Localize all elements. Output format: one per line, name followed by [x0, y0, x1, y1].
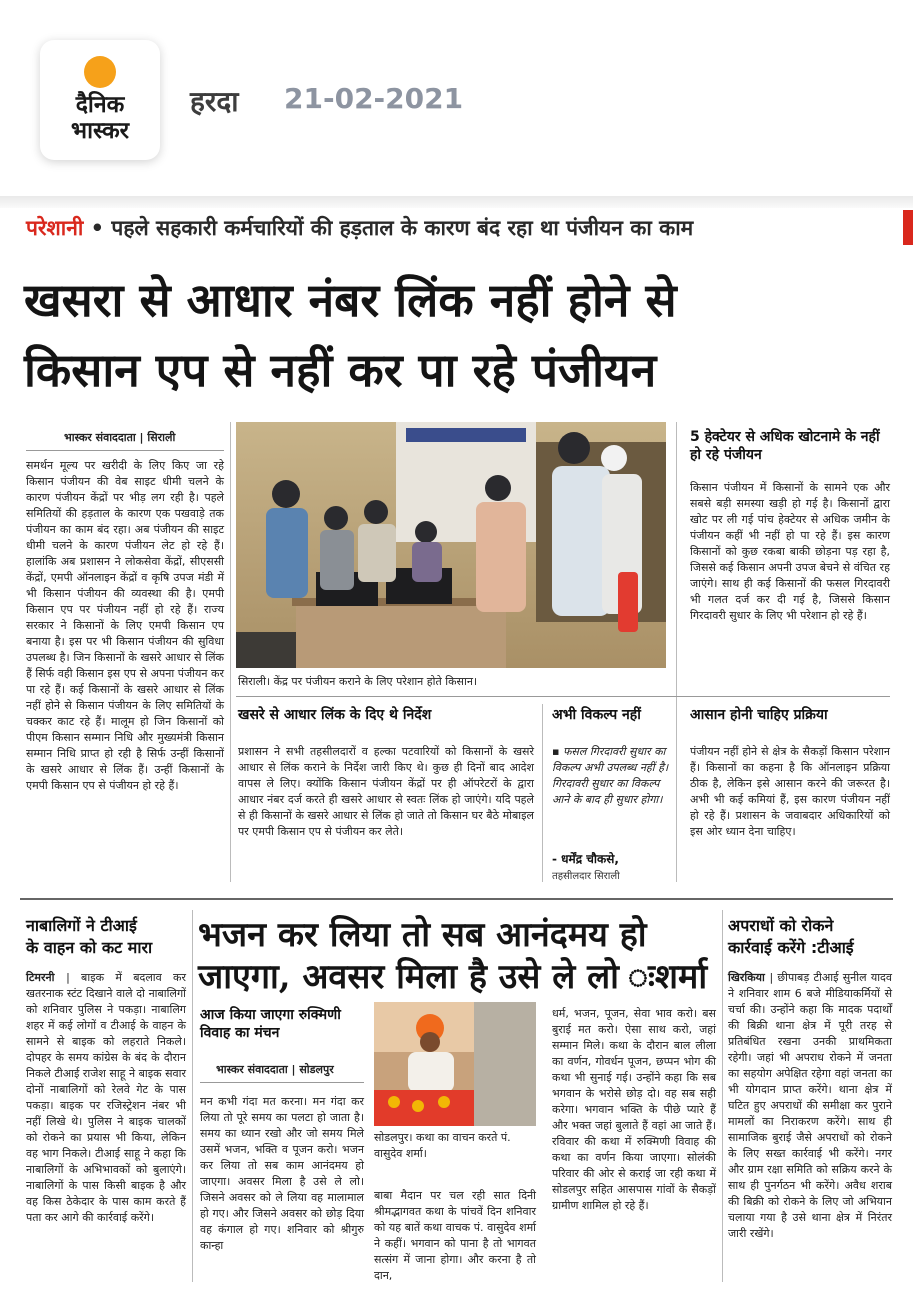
kicker-text: • पहले सहकारी कर्मचारियों की हड़ताल के कारण बंद रहा था पंजीयन का काम [90, 216, 694, 240]
katha-photo [374, 1002, 536, 1126]
text-line: मीडियाकर्मियों से चर्चा की। उन्होंने [728, 987, 892, 1016]
logo-line1: दैनिक [75, 91, 125, 118]
text-line: आधार से लिंक हैं। उन्हीं किसानों के एमपी [26, 763, 224, 792]
column-divider [542, 704, 543, 882]
text-line: यादव ने शनिवार शाम 6 बजे [728, 971, 893, 1000]
right-subhead: 5 हेक्टेयर से अधिक खोटनामे के नहीं हो रहे पंजीयन [690, 429, 880, 463]
text-line: ▪ फसल गिरदावरी [552, 745, 626, 758]
text-line: किसान अपनी उपज बेचने से वंचित रह [737, 561, 891, 574]
page-divider [0, 196, 913, 208]
text-line: हो गई है। किसानों द्वारा खोट पर ली [690, 497, 890, 526]
bhajan-title-line1: भजन कर लिया तो सब आनंदमय हो [198, 915, 647, 955]
column-divider [676, 422, 677, 882]
headline-line1: खसरा से आधार नंबर लिंक नहीं होने से [24, 273, 677, 327]
text-line: अभिभावकों को बुलाएंगे। नाबालिगों [26, 1163, 186, 1192]
minor-story-text [26, 970, 186, 1226]
text-line: बाइक को लहराते निकले। दोपहर के [26, 1035, 186, 1064]
edition-date: 21-02-2021 [284, 82, 464, 115]
tahsildar-quote [552, 744, 672, 808]
text-line: का वर्णन किया जाएगा। सोलंकी [577, 1151, 717, 1164]
easy-subhead: आसान होनी चाहिए प्रक्रिया [690, 707, 828, 723]
text-line: में भी किसान पंजीयन की व्यवस्था की है। [26, 571, 225, 600]
story-kicker [26, 214, 693, 242]
byline-rule [26, 450, 224, 451]
text-line: एक और सबसे बड़ी समस्या खड़ी [690, 481, 891, 510]
text-line: किसान एप बनाया है। इस पर भी किसान [26, 619, 224, 648]
text-line: बाकी छोड़ना पड़ रहा है, जिससे कई [690, 545, 890, 574]
mid-subhead: खसरे से आधार लिंक के दिए थे निर्देश [238, 707, 432, 723]
text-line: कारण पंजीयन लेट हो रहे हैं। हालांकि अब [26, 539, 224, 568]
text-line: भक्ति व पूजन करो। भजन कर [200, 1143, 364, 1172]
text-line: जाएंगे। साथ ही कई किसानों की फसल [690, 577, 850, 590]
easy-column-text [690, 744, 890, 840]
text-line: किसान पंजीयन में किसानों के सामने [690, 481, 848, 494]
logo-line2: भास्कर [70, 117, 130, 144]
text-line: पूजन, छप्पन भोग की कथा भी [552, 1055, 716, 1084]
text-line: से लिंक नहीं होने से किसान पंजीयन के [26, 683, 225, 712]
text-line: प्रशासन ने लोकसेवा केंद्रों, सीएससी केंद्रों, [26, 555, 224, 584]
crime-story-text [728, 970, 892, 1242]
text-line: पहले से ही किसानों के खसरे आधार से लिंक हो जाते तो [238, 793, 534, 822]
katha-illustration [374, 1002, 536, 1126]
text-line: खतरनाक स्टंट दिखाने वाले दो [26, 987, 145, 1000]
text-line: | बाइक में बदलाव कर [66, 971, 186, 984]
column-divider [192, 910, 193, 1282]
column-divider [230, 422, 231, 882]
text-line: किसान पंजीयन केंद्रों पर ही ऑपरेटरों के द्वारा आधार नंबर [238, 777, 535, 806]
text-line: जहां सम्मान मिले। कथा के दौरान [552, 1023, 716, 1052]
text-line: शनिवार को यह बातें कथा वाचक [374, 1205, 536, 1234]
text-line: | छीपाबड़ टीआई सुनील [769, 971, 867, 984]
text-line: गिरदावरी सुधार का [552, 777, 628, 790]
text-line: पुराने मामलों का निराकरण करेंगे। साथ [728, 1099, 892, 1128]
text-line: भगवान के भरोसे छोड़ दो। वह [552, 1087, 677, 1100]
text-line: हैं वहां आ जाते हैं। रविवार की [552, 1119, 716, 1148]
text-line: दोनों नाबालिगों को रेलवे गेट के [26, 1083, 163, 1096]
text-line: लिए समितियों के चक्कर काट रहे हैं। मालूम [26, 699, 225, 728]
text-line: घटित हुए अपराधों की समीक्षा कर [728, 1099, 868, 1112]
photo-caption: सिराली। केंद्र पर पंजीयन कराने के लिए परेशान होते किसान। [238, 675, 478, 688]
text-line: है। पहले समितियों की हड़ताल के कारण [26, 491, 224, 520]
minor-title-line1: नाबालिगों ने टीआई [26, 916, 137, 935]
text-line: लिए जो अभियान चलाया गया है उसे [728, 1195, 893, 1224]
text-line: टीआई साहू ने कहा कि नाबालिगों के [26, 1147, 186, 1176]
option-subhead: अभी विकल्प नहीं [552, 707, 641, 723]
text-line: टीआई राजेश साहू ने बाइक सवार [54, 1067, 186, 1080]
text-line: रहे हैं। [624, 1199, 649, 1212]
text-line: जाना होगा। और करना है तो दान, [374, 1253, 536, 1282]
text-line: बाइक चालकों को रोकने का प्रयास [26, 1115, 186, 1144]
text-line: पंजीयन की सुविधा उपलब्ध है। जिन [26, 635, 224, 664]
bhajan-column3-text [552, 1006, 716, 1214]
text-line: अवसर को छोड़ दिया वह कंगाल [200, 1207, 364, 1236]
text-line: विकल्प आने के बाद ही [552, 777, 660, 806]
text-line: ही सामाजिक बुराई जैसे अपराधों को [728, 1115, 893, 1144]
text-line: योगदान प्राप्त करेंगे। थाना क्षेत्र में [745, 1083, 892, 1096]
text-line: लो। जिसने अवसर को ले लिया [200, 1175, 364, 1204]
text-line: किसान एप से पंजीयन हो रहे हैं। [51, 779, 179, 792]
text-line: इस कारण किसानों को कुछ रकबा [690, 529, 890, 558]
bhajan-byline: भास्कर संवाददाता | सोडलपुर [216, 1063, 334, 1076]
text-line: वही किसान इस एप से अपना पंजीयन कर [57, 667, 225, 680]
text-line: पंजीयन कहीं भी नहीं हो पा रहे हैं। [690, 529, 842, 542]
text-line: हो गए। शनिवार को श्रीगुरु कान्हा [200, 1223, 365, 1252]
text-line: कथा में सोडलपुर सहित आसपास [552, 1167, 717, 1196]
crime-title-line1: अपराधों को रोकने [728, 916, 834, 935]
text-line: किसान परेशान हैं। किसानों का कहना [690, 745, 891, 774]
text-line: पकड़ा। नाबालिग शहर में कई लोगों [26, 1003, 187, 1032]
bhajan-column2-text [374, 1188, 536, 1284]
section-rule [236, 696, 890, 697]
text-line: जाएगा। अवसर मिला है उसे ले [200, 1175, 342, 1188]
text-line: किस ठेकेदार के पास काम करते हैं [42, 1195, 186, 1208]
minor-title-line2: के वाहन को कट मारा [26, 938, 153, 957]
text-line: कहा कि मादक पदार्थों की बिक्री थाना [728, 1003, 892, 1032]
quote-signature: - धर्मेंद्र चौकसे, [552, 852, 619, 866]
text-line: सब सही करेगा। भगवान भक्ति के [552, 1087, 716, 1116]
text-line: कथा में रुक्मिणी विवाह की कथा [552, 1135, 716, 1164]
text-line: एमपी ऑनलाइन केंद्रों व कृषि उपज मंडी [50, 571, 214, 584]
text-line: नंबर भी नहीं लिखे थे। पुलिस ने [26, 1099, 187, 1128]
text-line: नगर और ग्राम रक्षा समिति को सक्रिय [728, 1147, 893, 1176]
text-line: गिरदावरी भी गलत दर्ज कर दी गई है, [690, 577, 890, 606]
byline-rule [200, 1082, 364, 1083]
text-line: इसे आसान करने की जरूरत है। अभी [690, 777, 890, 806]
text-line: गांवों के सैकड़ों ग्रामीण शामिल हो [552, 1183, 716, 1212]
bhajan-column1-text [200, 1094, 364, 1254]
text-line: उनकी प्राथमिकता रहेगी। जहां भी [728, 1035, 893, 1064]
text-line: के पास किसी बाइक है और वह [26, 1179, 187, 1208]
text-line: किसान घर बैठे मोबाइल पर एमपी किसान एप से पंजीयन [238, 809, 534, 838]
text-line: नहीं हो रहे हैं। प्रशासन के जवाबदार [690, 793, 890, 822]
text-line: किसान पंजीयन की वेब साइट धीमी चलने [26, 475, 209, 488]
text-line: समय कांग्रेस के बंद के दौरान निकले [26, 1051, 186, 1080]
text-line: भी परेशान हो रहे हैं। [786, 609, 867, 622]
text-line: नाबालिगों को शनिवार पुलिस ने [26, 987, 186, 1016]
text-line: किसानों के खसरे आधार से लिंक कराने के निर्देश जारी [238, 745, 534, 774]
text-line: परिवार की ओर से कराई जा रही [552, 1167, 684, 1180]
text-line: निधि और मुख्यमंत्री किसान सम्मान निधि [26, 731, 224, 760]
text-line: जिससे किसान गिरदावरी सुधार के लिए [690, 593, 890, 622]
text-line: समर्थन मूल्य पर खरीदी के लिए किए जा रहे [26, 459, 224, 472]
text-line: दर्ज करते ही खसरे आधार से स्वतः लिंक हो जाएंगे। यदि [287, 793, 511, 806]
text-line: धर्म, भजन, पूजन, सेवा भाव करो। [552, 1007, 698, 1020]
text-line: चाहिए। [766, 825, 796, 838]
dateline: टिमरनी [26, 971, 67, 984]
text-line: पता कर आगे की कार्रवाई करेंगे। [26, 1211, 154, 1224]
bhajan-subhead: आज किया जाएगा रुक्मिणी विवाह का मंचन [200, 1007, 341, 1041]
text-line: हो जाता है। समय का ध्यान रखो [200, 1111, 364, 1140]
text-line: हो जिन किसानों को पीएम किसान सम्मान [26, 715, 224, 744]
right-column-text [690, 480, 890, 624]
text-line: किसानों के खसरे आधार से लिंक हैं सिर्फ [26, 651, 225, 680]
text-line: सुधार होगा। [615, 793, 663, 806]
text-line: वह मालामाल हो गए। और जिसने [200, 1191, 364, 1220]
text-line: लिया तो सब काम आनंदमय हो [220, 1159, 364, 1172]
text-line: कर लेते। [368, 825, 404, 838]
text-line: भी किया, लेकिन वह भाग निकले। [26, 1131, 186, 1160]
kicker-label: परेशानी [26, 216, 84, 240]
text-line: प्राप्त हो रही है सिर्फ उन्हीं किसानों के खसरे [26, 747, 224, 776]
left-column-text [26, 458, 224, 794]
bhajan-title-line2: जाएगा, अवसर मिला है उसे ले लो ःशर्मा [198, 957, 708, 997]
text-line: अधिकारियों को इस ओर ध्यान देना [690, 809, 890, 838]
text-line: सुनाई गई। उन्होंने कहा कि सब [589, 1071, 716, 1084]
text-line: पंजीयन नहीं होने से क्षेत्र के सैकड़ों [690, 745, 828, 758]
text-line: अपेक्षित रहेगा वहां जनता का भी [728, 1067, 893, 1096]
mid-column-text [238, 744, 534, 840]
text-line: एमपी किसान एप पर पंजीयन नहीं हो रहे हैं। [26, 587, 225, 616]
text-line: भी कई कमियां हैं, इस कारण पंजीयन [713, 793, 871, 806]
text-line: बाल लीला का वर्णन, गोवर्धन [552, 1039, 716, 1068]
text-line: है कि ऑनलाइन प्रक्रिया ठीक है, लेकिन [690, 761, 891, 790]
text-line: के कारण पंजीयन केंद्रों पर भीड़ लग रही [26, 475, 224, 504]
text-line: रहा। अब पंजीयन की साइट धीमी चलने के [26, 523, 225, 552]
dateline: खिरकिया [728, 971, 770, 984]
photo-illustration [236, 422, 666, 668]
text-line: अभी उपलब्ध नहीं है। [583, 761, 669, 774]
text-line: अपराध रोकने में जनता का सहयोग [728, 1051, 893, 1080]
text-line: पा रहे हैं। कई किसानों के खसरे आधार [26, 683, 189, 696]
text-line: पं. वासुदेव शर्मा ने कहीं। भगवान [374, 1221, 536, 1250]
text-line: रोकने के लिए सख्त कार्रवाई भी करेंगे। [728, 1131, 892, 1160]
story-separator [20, 898, 893, 900]
text-line: मन कभी गंदा मत करना। मन गंदा [200, 1095, 346, 1108]
accent-bar [903, 210, 913, 245]
headline-line2: किसान एप से नहीं कर पा रहे पंजीयन [24, 343, 657, 397]
quote-designation: तहसीलदार सिराली [552, 871, 620, 882]
text-line: क्षेत्र में पूरी तरह से प्रतिबंधित रखना [728, 1019, 892, 1048]
text-line: करने के साथ ही पुनर्गठन भी करेंगे। [728, 1163, 893, 1192]
text-line: श्रीमद्भागवत कथा के पांचवें दिन [374, 1205, 502, 1218]
crime-title-line2: कार्रवाई करेंगे :टीआई [728, 938, 854, 957]
text-line: बाबा मैदान पर चल रही सात दिनी [374, 1189, 536, 1202]
text-line: और जो समय मिले उसमें भजन, [200, 1127, 364, 1156]
column-divider [722, 910, 723, 1282]
edition-city: हरदा [190, 85, 239, 118]
text-line: व टीआई के वाहन के सामने से [26, 1019, 186, 1048]
text-line: किए थे। कुछ ही दिनों बाद आदेश वापस ले लिए। क्योंकि [238, 761, 535, 790]
byline: भास्कर संवाददाता | सिराली [64, 431, 176, 444]
registration-photo [236, 422, 666, 668]
text-line: गई पांच हेक्टेयर से अधिक जमीन के [741, 513, 890, 526]
brand-logo[interactable] [40, 40, 160, 160]
text-line: बस बुराई मत करो। ऐसा साथ करो, [552, 1007, 716, 1036]
text-line: पीछे प्यारे हैं और भक्त जहां बुलाते [552, 1103, 716, 1132]
text-line: एक पखवाड़े तक पंजीयन का काम बंद [26, 507, 225, 536]
text-line: प्रशासन ने सभी तहसीलदारों व हल्का पटवारियों को [238, 745, 457, 758]
katha-photo-caption: सोडलपुर। कथा का वाचन करते पं. वासुदेव शर्मा। [374, 1131, 511, 1160]
text-line: पास पकड़ा। बाइक पर रजिस्ट्रेशन [26, 1083, 186, 1112]
text-line: राज्य सरकार ने किसानों के लिए एमपी [26, 603, 224, 632]
text-line: कर लिया तो पूरे समय का पलटा [200, 1095, 365, 1124]
text-line: अवैध शराब की बिक्री को रोकने के [728, 1179, 892, 1208]
text-line: सुधार का विकल्प [552, 745, 666, 774]
logo-sun-icon [84, 56, 116, 88]
text-line: थाना क्षेत्र में निरंतर जारी रखेंगे। [728, 1211, 892, 1240]
text-line: को पाना है तो भागवत सत्संग में [374, 1237, 536, 1266]
